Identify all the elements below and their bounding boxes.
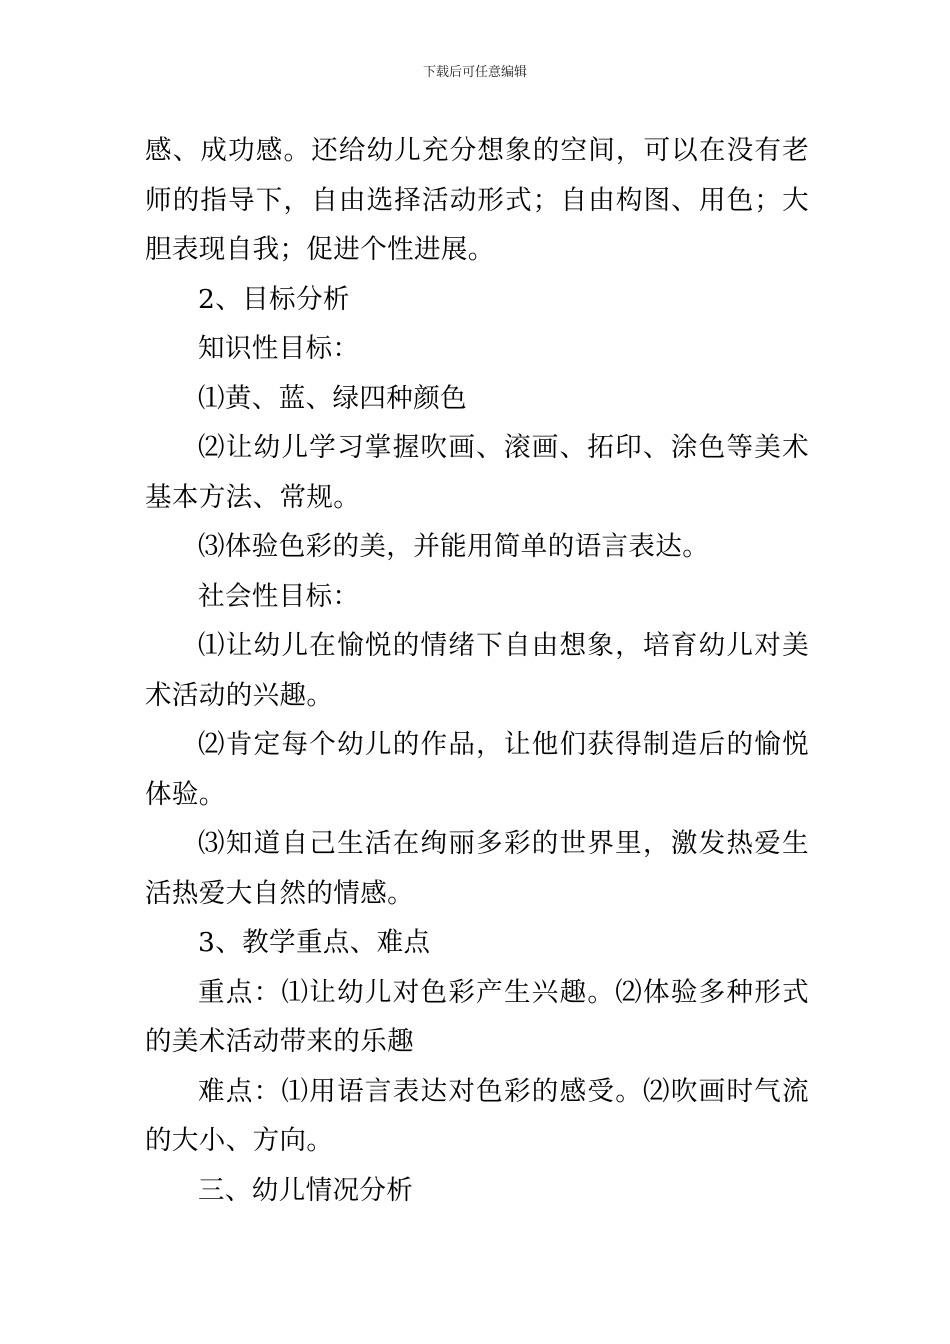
social-goal-3: ⑶知道自己生活在绚丽多彩的世界里，激发热爱生活热爱大自然的情感。 (145, 828, 809, 909)
knowledge-goal-3: ⑶体验色彩的美，并能用简单的语言表达。 (198, 531, 710, 562)
social-goal-1: ⑴让幼儿在愉悦的情绪下自由想象，培育幼儿对美术活动的兴趣。 (145, 630, 809, 711)
key-points: 重点：⑴让幼儿对色彩产生兴趣。⑵体验多种形式的美术活动带来的乐趣 (145, 976, 809, 1057)
subheading-social-goals: 社会性目标： (198, 580, 360, 612)
subheading-knowledge-goals: 知识性目标： (198, 333, 360, 364)
document-body (145, 126, 809, 1215)
knowledge-goal-1: ⑴黄、蓝、绿四种颜色 (198, 382, 467, 414)
heading-key-points: 3、教学重点、难点 (198, 927, 431, 958)
heading-goal-analysis: 2、目标分析 (198, 283, 350, 315)
difficult-points: 难点：⑴用语言表达对色彩的感受。⑵吹画时气流的大小、方向。 (145, 1075, 809, 1156)
knowledge-goal-2: ⑵让幼儿学习掌握吹画、滚画、拓印、涂色等美术基本方法、常规。 (145, 432, 809, 513)
heading-child-analysis: 三、幼儿情况分析 (198, 1174, 414, 1206)
social-goal-2: ⑵肯定每个幼儿的作品，让他们获得制造后的愉悦体验。 (145, 729, 809, 810)
paragraph-intro-continuation: 感、成功感。还给幼儿充分想象的空间，可以在没有老师的指导下，自由选择活动形式；自由构图、用色；大胆表现自我；促进个性进展。 (145, 135, 809, 265)
page-header: 下载后可任意编辑 (422, 65, 527, 80)
